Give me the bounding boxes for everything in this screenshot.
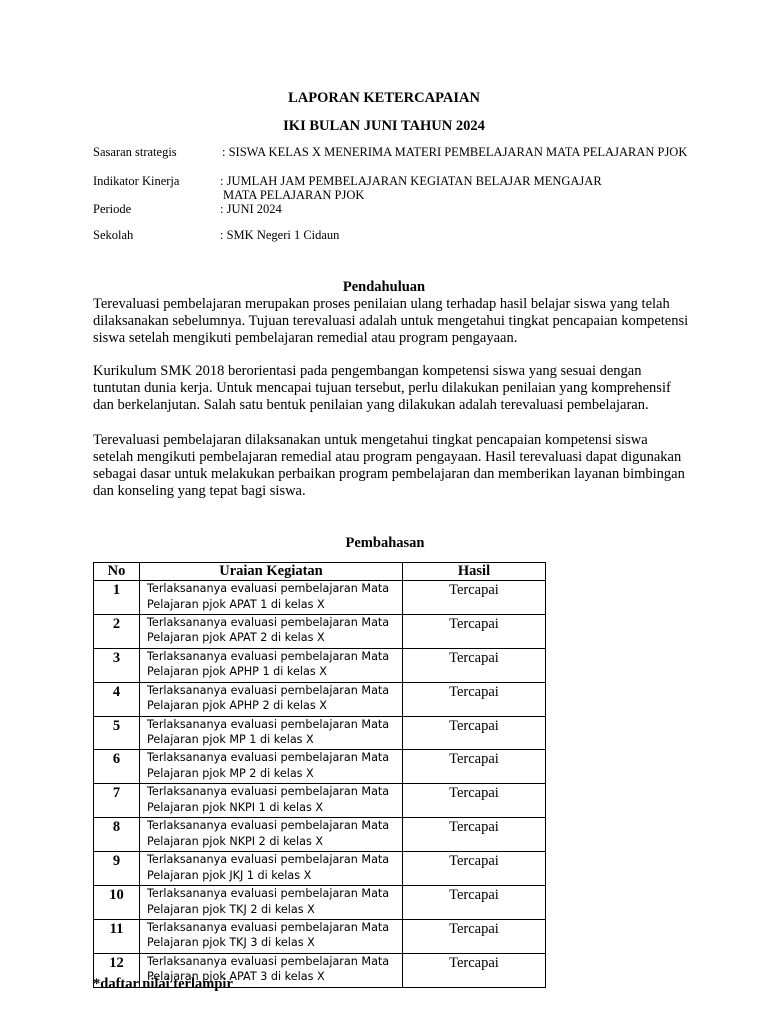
row-result: Tercapai — [403, 919, 546, 953]
description-line: Terlaksananya evaluasi pembelajaran Mata — [147, 582, 390, 595]
row-description — [140, 818, 403, 852]
description-line: Terlaksananya evaluasi pembelajaran Mata — [147, 717, 390, 731]
table-row — [94, 682, 546, 716]
column-header-hasil: Hasil — [403, 563, 546, 581]
column-header-uraian: Uraian Kegiatan — [140, 563, 403, 581]
report-title: LAPORAN KETERCAPAIAN — [288, 90, 480, 106]
row-number: 12 — [94, 953, 140, 987]
row-number: 9 — [94, 852, 140, 886]
table-header-row — [94, 563, 546, 581]
row-number: 4 — [94, 682, 140, 716]
indikator-value-line1: : JUMLAH JAM PEMBELAJARAN KEGIATAN BELAJAR MENGAJAR — [220, 174, 602, 188]
row-result: Tercapai — [403, 716, 546, 750]
table-row — [94, 852, 546, 886]
row-result: Tercapai — [403, 648, 546, 682]
description-line: Pelajaran pjok APAT 3 di kelas X — [147, 970, 325, 984]
row-description — [140, 614, 403, 648]
indikator-value — [220, 174, 602, 202]
table-row — [94, 614, 546, 648]
row-result: Tercapai — [403, 852, 546, 886]
description-line: Pelajaran pjok MP 1 di kelas X — [147, 733, 314, 747]
row-number: 7 — [94, 784, 140, 818]
description-line: Pelajaran pjok MP 2 di kelas X — [147, 766, 314, 780]
table-row — [94, 716, 546, 750]
row-description — [140, 919, 403, 953]
pendahuluan-paragraph-3 — [93, 432, 743, 500]
table-row — [94, 784, 546, 818]
description-line: Pelajaran pjok APHP 2 di kelas X — [147, 699, 327, 713]
row-number: 10 — [94, 886, 140, 920]
indikator-label: Indikator Kinerja — [93, 174, 180, 188]
row-result: Tercapai — [403, 886, 546, 920]
row-number: 11 — [94, 919, 140, 953]
paragraph-line: setelah mengikuti pembelajaran remedial atau program pengayaan. Hasil terevaluasi dapat digunakan — [93, 449, 682, 465]
description-line: Terlaksananya evaluasi pembelajaran Mata — [147, 751, 390, 765]
row-number: 5 — [94, 716, 140, 750]
row-result: Tercapai — [403, 953, 546, 987]
table-row — [94, 919, 546, 953]
sasaran-label: Sasaran strategis — [93, 145, 177, 159]
row-description — [140, 682, 403, 716]
description-line: Pelajaran pjok NKPI 1 di kelas X — [147, 800, 324, 814]
pembahasan-heading: Pembahasan — [345, 535, 425, 551]
row-description — [140, 852, 403, 886]
description-line: Terlaksananya evaluasi pembelajaran Mata — [147, 887, 390, 901]
row-number: 6 — [94, 750, 140, 784]
paragraph-line: Kurikulum SMK 2018 berorientasi pada pengembangan kompetensi siswa yang sesuai dengan — [93, 363, 642, 379]
row-description — [140, 886, 403, 920]
row-result: Tercapai — [403, 784, 546, 818]
periode-value: : JUNI 2024 — [220, 202, 282, 216]
row-result: Tercapai — [403, 682, 546, 716]
description-line: Terlaksananya evaluasi pembelajaran Mata — [147, 615, 390, 629]
description-line: Pelajaran pjok TKJ 2 di kelas X — [147, 902, 315, 916]
pendahuluan-paragraph-1 — [93, 296, 743, 347]
column-header-no: No — [94, 563, 140, 581]
row-description — [140, 716, 403, 750]
paragraph-line: dan konseling yang tepat bagi siswa. — [93, 483, 306, 499]
table-row — [94, 818, 546, 852]
table-row — [94, 648, 546, 682]
row-description — [140, 750, 403, 784]
sekolah-value: : SMK Negeri 1 Cidaun — [220, 228, 340, 242]
paragraph-line: dilaksanakan sebelumnya. Tujuan terevaluasi adalah untuk mengetahui tingkat pencapaian kompetensi — [93, 313, 689, 329]
table-row — [94, 886, 546, 920]
indikator-value-line2: MATA PELAJARAN PJOK — [223, 188, 365, 202]
description-line: Terlaksananya evaluasi pembelajaran Mata — [147, 819, 390, 833]
table-row — [94, 581, 546, 615]
row-description — [140, 581, 403, 615]
row-result: Tercapai — [403, 750, 546, 784]
row-number: 1 — [94, 581, 140, 615]
row-number: 3 — [94, 648, 140, 682]
sekolah-label: Sekolah — [93, 228, 134, 242]
paragraph-line: Terevaluasi pembelajaran merupakan proses penilaian ulang terhadap hasil belajar siswa yang telah — [93, 296, 670, 312]
pendahuluan-paragraph-2 — [93, 363, 743, 414]
pembahasan-table — [93, 562, 546, 988]
row-number: 8 — [94, 818, 140, 852]
row-number: 2 — [94, 614, 140, 648]
paragraph-line: dan berkelanjutan. Salah satu bentuk penilaian yang dilakukan adalah terevaluasi pembelajaran. — [93, 397, 649, 413]
sasaran-value: : SISWA KELAS X MENERIMA MATERI PEMBELAJARAN MATA PELAJARAN PJOK — [222, 145, 688, 159]
description-line: Pelajaran pjok APAT 1 di kelas X — [147, 597, 325, 611]
description-line: Pelajaran pjok APAT 2 di kelas X — [147, 631, 325, 645]
pendahuluan-heading: Pendahuluan — [342, 279, 426, 295]
row-description — [140, 648, 403, 682]
footnote: *daftar nilai terlampir — [93, 976, 233, 992]
description-line: Pelajaran pjok JKJ 1 di kelas X — [147, 868, 312, 882]
description-line: Terlaksananya evaluasi pembelajaran Mata — [147, 683, 390, 697]
description-line: Terlaksananya evaluasi pembelajaran Mata — [147, 954, 390, 968]
description-line: Terlaksananya evaluasi pembelajaran Mata — [147, 920, 390, 934]
description-line: Pelajaran pjok APHP 1 di kelas X — [147, 665, 327, 679]
description-line: Terlaksananya evaluasi pembelajaran Mata — [147, 785, 390, 799]
paragraph-line: Terevaluasi pembelajaran dilaksanakan untuk mengetahui tingkat pencapaian kompetensi siswa — [93, 432, 648, 448]
description-line: Terlaksananya evaluasi pembelajaran Mata — [147, 649, 390, 663]
row-result: Tercapai — [403, 614, 546, 648]
paragraph-line: siswa setelah mengikuti pembelajaran remedial atau program pengayaan. — [93, 330, 518, 346]
report-subtitle: IKI BULAN JUNI TAHUN 2024 — [283, 118, 485, 134]
row-description — [140, 784, 403, 818]
row-result: Tercapai — [403, 818, 546, 852]
table-row — [94, 750, 546, 784]
description-line: Terlaksananya evaluasi pembelajaran Mata — [147, 853, 390, 867]
description-line: Pelajaran pjok NKPI 2 di kelas X — [147, 834, 324, 848]
row-result: Tercapai — [403, 581, 546, 615]
periode-label: Periode — [93, 202, 132, 216]
paragraph-line: sebagai dasar untuk melakukan perbaikan program pembelajaran dan memberikan layanan bimbingan — [93, 466, 685, 482]
description-line: Pelajaran pjok TKJ 3 di kelas X — [147, 936, 315, 950]
paragraph-line: tuntutan dunia kerja. Untuk mencapai tujuan tersebut, perlu dilakukan penilaian yang komprehensif — [93, 380, 671, 396]
